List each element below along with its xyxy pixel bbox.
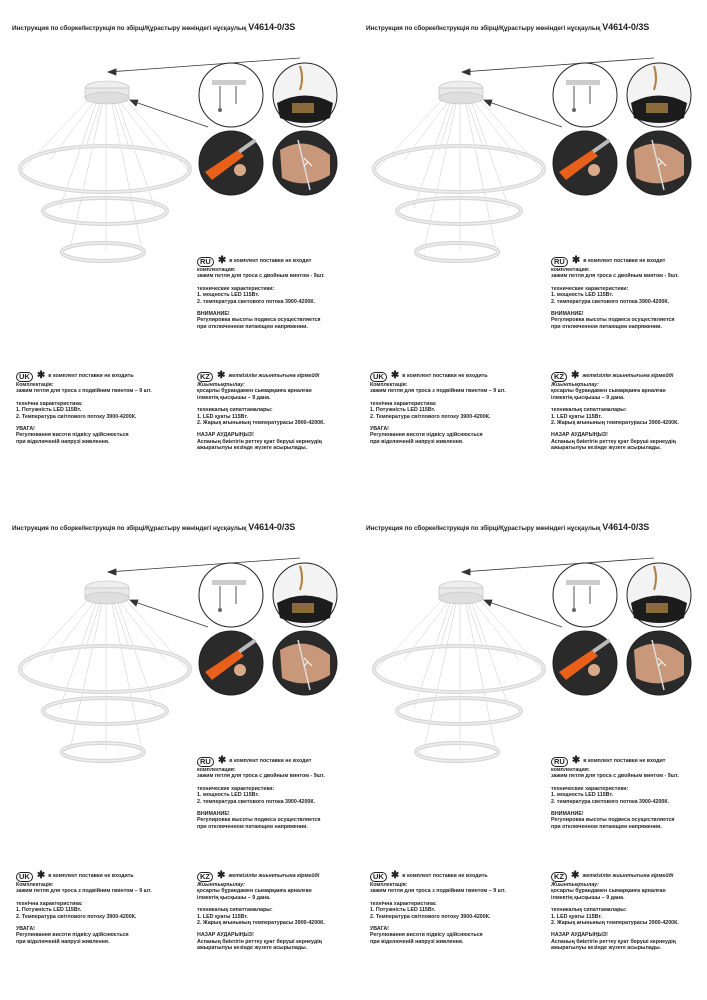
instruction-sheet-4 <box>354 500 707 1000</box>
uk-section: UK ✱ в комплект поставки не входить Комплектація: зажим петля для троса з подвійним гвинтом – 9 шт. технічна характеристика: 1. Потужність LED 115Вт. 2. Температура світлового потоку 3900-4200К. УВАГА! Регулювання висоти підвісу здійснюється при відключеній напрузі живлення. <box>16 870 152 945</box>
star-icon: ✱ <box>571 870 580 882</box>
ru-section: RU ✱ в комплект поставки не входит комплектация: зажим петля для троса с двойным винтом - 9шт. технические характеристики: 1. мощность LED 115Вт. 2. температура светового потока 3900-4200К. ВНИМАНИЕ! Регулировка высоты подвеса осуществляется при отключенном питающем напряжении. <box>551 255 679 330</box>
lang-badge: KZ <box>197 872 213 882</box>
uk-section: UK ✱ в комплект поставки не входить Комплектація: зажим петля для троса з подвійним гвинтом – 9 шт. технічна характеристика: 1. Потужність LED 115Вт. 2. Температура світлового потоку 3900-4200К. УВАГА! Регулювання висоти підвісу здійснюється при відключеній напрузі живлення. <box>370 870 506 945</box>
detail-photo-circle <box>199 63 337 195</box>
kz-section: KZ ✱ жеткізілім жиынтығына кірмейді Жиынтықтылау: қосарлы бұрандамен сымарқанға арналған ілмектің қысқышы – 9 дана. техникалық сипаттамалары: 1. LED қуаты 115Вт. 2. Жарық ағынының температурасы 3900-4200К. НАЗАР АУДАРЫҢЫЗ! Аспаның биіктігін реттеу қуат беруші кернеудің ажыратылуы кезінде жүзеге асырылады. <box>197 370 325 452</box>
star-icon: ✱ <box>217 370 226 382</box>
star-icon: ✱ <box>217 870 226 882</box>
chandelier-illustration <box>20 581 190 761</box>
star-icon: ✱ <box>390 870 400 882</box>
star-icon: ✱ <box>36 870 46 882</box>
detail-photo-circle <box>199 563 337 695</box>
ru-section: RU ✱ в комплект поставки не входит комплектация: зажим петля для троса с двойным винтом - 9шт. технические характеристики: 1. мощность LED 115Вт. 2. температура светового потока 3900-4200К. ВНИМАНИЕ! Регулировка высоты подвеса осуществляется при отключенном питающем напряжении. <box>197 755 325 830</box>
lang-badge: RU <box>551 757 568 767</box>
kz-section: KZ ✱ жеткізілім жиынтығына кірмейді Жиынтықтылау: қосарлы бұрандамен сымарқанға арналған ілмектің қысқышы – 9 дана. техникалық сипаттамалары: 1. LED қуаты 115Вт. 2. Жарық ағынының температурасы 3900-4200К. НАЗАР АУДАРЫҢЫЗ! Аспаның биіктігін реттеу қуат беруші кернеудің ажыратылуы кезінде жүзеге асырылады. <box>551 370 679 452</box>
page-title: Инструкция по сборке/Інструкція по збірці/Құрастыру жөніндегі нұсқаулық V4614-0/3S <box>366 522 650 532</box>
star-icon: ✱ <box>571 755 581 767</box>
lang-badge: KZ <box>551 372 567 382</box>
lang-badge: KZ <box>551 872 567 882</box>
kz-section: KZ ✱ жеткізілім жиынтығына кірмейді Жиынтықтылау: қосарлы бұрандамен сымарқанға арналған ілмектің қысқышы – 9 дана. техникалық сипаттамалары: 1. LED қуаты 115Вт. 2. Жарық ағынының температурасы 3900-4200К. НАЗАР АУДАРЫҢЫЗ! Аспаның биіктігін реттеу қуат беруші кернеудің ажыратылуы кезінде жүзеге асырылады. <box>197 870 325 952</box>
star-icon: ✱ <box>390 370 400 382</box>
ru-section: RU ✱ в комплект поставки не входит комплектация: зажим петля для троса с двойным винтом - 9шт. технические характеристики: 1. мощность LED 115Вт. 2. температура светового потока 3900-4200К. ВНИМАНИЕ! Регулировка высоты подвеса осуществляется при отключенном питающем напряжении. <box>551 755 679 830</box>
lang-badge: KZ <box>197 372 213 382</box>
lang-badge: UK <box>370 872 387 882</box>
lang-badge: UK <box>370 372 387 382</box>
lang-badge: RU <box>197 257 214 267</box>
star-icon: ✱ <box>571 370 580 382</box>
star-icon: ✱ <box>217 755 227 767</box>
page-title: Инструкция по сборке/Інструкція по збірці/Құрастыру жөніндегі нұсқаулық V4614-0/3S <box>366 22 650 32</box>
instruction-sheet-2 <box>354 0 707 500</box>
lang-badge: UK <box>16 872 33 882</box>
lang-badge: UK <box>16 372 33 382</box>
chandelier-illustration <box>374 81 544 261</box>
page-title: Инструкция по сборке/Інструкція по збірці/Құрастыру жөніндегі нұсқаулық V4614-0/3S <box>12 522 296 532</box>
detail-photo-circle <box>553 63 691 195</box>
lang-badge: RU <box>551 257 568 267</box>
uk-section: UK ✱ в комплект поставки не входить Комплектація: зажим петля для троса з подвійним гвинтом – 9 шт. технічна характеристика: 1. Потужність LED 115Вт. 2. Температура світлового потоку 3900-4200К. УВАГА! Регулювання висоти підвісу здійснюється при відключеній напрузі живлення. <box>16 370 152 445</box>
chandelier-illustration <box>20 81 190 261</box>
instruction-sheet-3 <box>0 500 353 1000</box>
kz-section: KZ ✱ жеткізілім жиынтығына кірмейді Жиынтықтылау: қосарлы бұрандамен сымарқанға арналған ілмектің қысқышы – 9 дана. техникалық сипаттамалары: 1. LED қуаты 115Вт. 2. Жарық ағынының температурасы 3900-4200К. НАЗАР АУДАРЫҢЫЗ! Аспаның биіктігін реттеу қуат беруші кернеудің ажыратылуы кезінде жүзеге асырылады. <box>551 870 679 952</box>
uk-section: UK ✱ в комплект поставки не входить Комплектація: зажим петля для троса з подвійним гвинтом – 9 шт. технічна характеристика: 1. Потужність LED 115Вт. 2. Температура світлового потоку 3900-4200К. УВАГА! Регулювання висоти підвісу здійснюється при відключеній напрузі живлення. <box>370 370 506 445</box>
star-icon: ✱ <box>571 255 581 267</box>
page-title: Инструкция по сборке/Інструкція по збірці/Құрастыру жөніндегі нұсқаулық V4614-0/3S <box>12 22 296 32</box>
chandelier-illustration <box>374 581 544 761</box>
ru-section: RU ✱ в комплект поставки не входит комплектация: зажим петля для троса с двойным винтом - 9шт. технические характеристики: 1. мощность LED 115Вт. 2. температура светового потока 3900-4200К. ВНИМАНИЕ! Регулировка высоты подвеса осуществляется при отключенном питающем напряжении. <box>197 255 325 330</box>
detail-photo-circle <box>553 563 691 695</box>
star-icon: ✱ <box>36 370 46 382</box>
star-icon: ✱ <box>217 255 227 267</box>
lang-badge: RU <box>197 757 214 767</box>
instruction-sheet-1 <box>0 0 353 500</box>
